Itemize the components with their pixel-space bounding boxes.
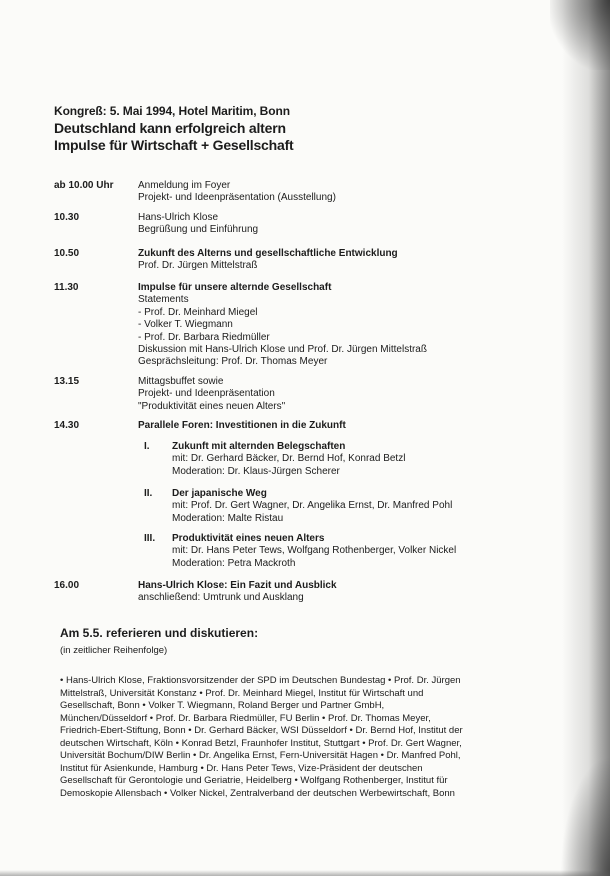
schedule-time: 14.30 [54,420,80,431]
schedule-content [138,282,558,369]
schedule-topic: Impulse für unsere alternde Gesellschaft [138,282,332,293]
participants-line: München/Düsseldorf • Prof. Dr. Barbara Riedmüller, FU Berlin • Prof. Dr. Thomas Meyer, [60,712,431,724]
participants-line: deutschen Wirtschaft, Köln • Konrad Betzl, Fraunhofer Institut, Stuttgart • Prof. Dr. Gert Wagner, [60,737,462,749]
schedule-time: 11.30 [54,282,79,293]
document-header [54,104,294,154]
schedule-line: anschließend: Umtrunk und Ausklang [138,592,304,604]
forum-content [172,488,542,525]
schedule-line: Statements [138,294,189,306]
schedule-line: Gesprächsleitung: Prof. Dr. Thomas Meyer [138,356,328,368]
title-line-1: Deutschland kann erfolgreich altern [54,120,286,136]
forum-line: mit: Dr. Gerhard Bäcker, Dr. Bernd Hof, Konrad Betzl [172,453,406,465]
participants-note: (in zeitlicher Reihenfolge) [60,645,168,656]
forum-line: mit: Prof. Dr. Gert Wagner, Dr. Angelika Ernst, Dr. Manfred Pohl [172,500,453,512]
schedule-content [138,580,558,605]
schedule-line: Hans-Ulrich Klose [138,212,219,223]
schedule-line: - Volker T. Wiegmann [138,319,233,331]
forum-content [172,533,542,570]
schedule-content [138,248,558,273]
schedule-time: ab 10.00 Uhr [54,180,114,191]
forum-line: Moderation: Malte Ristau [172,512,284,524]
schedule-topic: Hans-Ulrich Klose: Ein Fazit und Ausblick [138,580,337,591]
schedule-line: Begrüßung und Einführung [138,224,259,236]
scan-shadow-right-edge [562,0,610,876]
forum-number: I. [144,441,150,452]
forum-title: Der japanische Weg [172,488,267,499]
forum-number: III. [144,533,156,544]
schedule-topic: Zukunft des Alterns und gesellschaftliche Entwicklung [138,248,398,259]
participants-line: Demoskopie Allensbach • Volker Nickel, Zentralverband der deutschen Werbewirtschaft, Bonn [60,787,455,799]
forum-title: Produktivität eines neuen Alters [172,533,325,544]
schedule-line: Anmeldung im Foyer [138,180,231,191]
title-line-2: Impulse für Wirtschaft + Gesellschaft [54,137,294,153]
schedule-time: 10.50 [54,248,80,259]
schedule-line: Projekt- und Ideenpräsentation [138,388,275,400]
schedule-time: 13.15 [54,376,80,387]
schedule-line: "Produktivität eines neuen Alters" [138,400,286,412]
participants-line: Universität Bochum/DIW Berlin • Dr. Angelika Ernst, Fern-Universität Hagen • Dr. Manfred Pohl, [60,750,461,761]
forum-line: mit: Dr. Hans Peter Tews, Wolfgang Rothenberger, Volker Nickel [172,545,457,557]
schedule-line: - Prof. Dr. Barbara Riedmüller [138,331,270,343]
participants-line: Friedrich-Ebert-Stiftung, Bonn • Dr. Gerhard Bäcker, WSI Düsseldorf • Dr. Bernd Hof, Institut der [60,725,463,736]
schedule-content [138,180,558,205]
schedule-content [138,376,558,413]
forum-number: II. [144,488,153,499]
participants-heading: Am 5.5. referieren und diskutieren: [60,626,259,640]
participants-line: Gesellschaft für Gerontologie und Geriatrie, Heidelberg • Wolfgang Rothenberger, Institut für [60,775,448,786]
forum-line: Moderation: Dr. Klaus-Jürgen Scherer [172,465,340,477]
forum-line: Moderation: Petra Mackroth [172,557,296,569]
participants-line: Mittelstraß, Universität Konstanz • Prof. Dr. Meinhard Miegel, Institut für Wirtschaft und [60,687,424,699]
schedule-content [138,212,558,237]
schedule-line: Mittagsbuffet sowie [138,376,224,387]
schedule-time: 16.00 [54,580,80,591]
participants-line: Gesellschaft, Bonn • Volker T. Wiegmann, Roland Berger und Partner GmbH, [60,700,385,711]
participants-line: • Hans-Ulrich Klose, Fraktionsvorsitzender der SPD im Deutschen Bundestag • Prof. Dr. Jürgen [60,675,461,686]
schedule-line: Diskussion mit Hans-Ulrich Klose und Prof. Dr. Jürgen Mittelstraß [138,344,427,356]
schedule-topic: Parallele Foren: Investitionen in die Zukunft [138,420,346,431]
schedule-line: - Prof. Dr. Meinhard Miegel [138,306,258,318]
forum-title: Zukunft mit alternden Belegschaften [172,441,346,452]
participants-line: Institut für Asienkunde, Hamburg • Dr. Hans Peter Tews, Vize-Präsident der deutschen [60,762,423,774]
schedule-line: Prof. Dr. Jürgen Mittelstraß [138,260,258,272]
schedule-time: 10.30 [54,212,80,223]
scan-shadow-bottom-right [560,756,610,876]
scan-shadow-bottom-edge [0,870,610,876]
participants-list [60,675,506,800]
schedule-content [138,420,558,432]
schedule-line: Projekt- und Ideenpräsentation (Ausstellung) [138,192,336,204]
kongress-line: Kongreß: 5. Mai 1994, Hotel Maritim, Bonn [54,104,290,118]
forum-content [172,441,542,478]
